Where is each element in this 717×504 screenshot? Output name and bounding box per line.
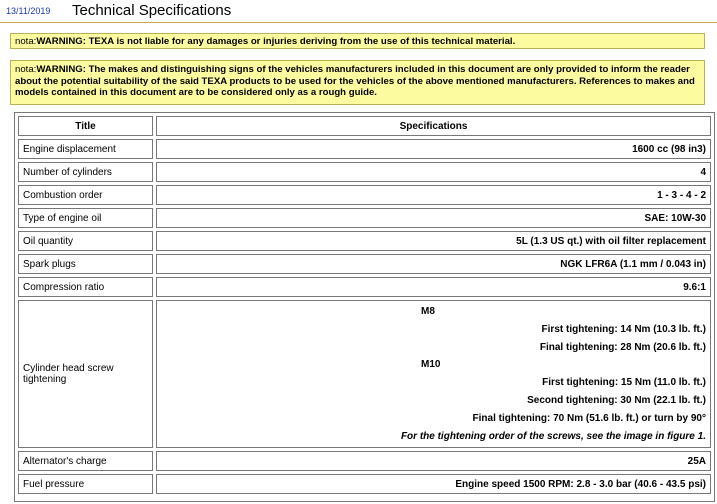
thread-size-heading: M8	[421, 306, 435, 317]
spec-value-cell: 4	[156, 162, 711, 182]
tightening-step: First tightening: 15 Nm (11.0 lb. ft.)	[542, 377, 706, 389]
thread-size-heading: M10	[421, 359, 441, 371]
table-row	[18, 231, 711, 251]
table-row	[18, 139, 711, 159]
spec-title-cell: Alternator's charge	[18, 451, 153, 471]
table-body	[18, 139, 711, 494]
tightening-step: Final tightening: 28 Nm (20.6 lb. ft.)	[539, 341, 706, 353]
tightening-step: Second tightening: 30 Nm (22.1 lb. ft.)	[527, 394, 706, 406]
spec-value-cell: 25A	[156, 451, 711, 471]
trademark-warning-note	[10, 60, 705, 105]
spec-title-cell: Engine displacement	[18, 139, 153, 159]
liability-warning-note	[10, 33, 705, 49]
title-column-header: Title	[18, 116, 153, 136]
page-title: Technical Specifications	[72, 2, 232, 19]
table-row	[18, 451, 711, 471]
spec-value-cell: SAE: 10W-30	[156, 208, 711, 228]
spec-value-cell: 1600 cc (98 in3)	[156, 139, 711, 159]
specifications-table	[15, 113, 714, 497]
table-row	[18, 300, 711, 448]
table-row	[18, 474, 711, 494]
spec-value-cell: NGK LFR6A (1.1 mm / 0.043 in)	[156, 254, 711, 274]
spec-title-cell: Spark plugs	[18, 254, 153, 274]
tightening-step: First tightening: 14 Nm (10.3 lb. ft.)	[541, 323, 706, 335]
specifications-column-header: Specifications	[156, 116, 711, 136]
spec-value-cell	[156, 300, 711, 448]
spec-value-cell: 9.6:1	[156, 277, 711, 297]
tightening-step: For the tightening order of the screws, see the image in figure 1.	[400, 430, 706, 442]
table-row	[18, 162, 711, 182]
note-text: WARNING: TEXA is not liable for any damages or injuries deriving from the use of this technical material.	[36, 36, 516, 47]
spec-value-cell: 5L (1.3 US qt.) with oil filter replacement	[156, 231, 711, 251]
spec-title-cell: Oil quantity	[18, 231, 153, 251]
spec-title-cell: Cylinder head screw tightening	[18, 300, 153, 448]
spec-title-cell: Combustion order	[18, 185, 153, 205]
note-text: WARNING: The makes and distinguishing signs of the vehicles manufacturers included in this document are only provided to inform the reader about the potential suitability of the said TEXA products to be used for the vehicles of the above mentioned manufacturers. References to makes and models contained in this document are to be considered only as a rough guide.	[15, 64, 695, 98]
spec-value-cell: 1 - 3 - 4 - 2	[156, 185, 711, 205]
table-header-row	[18, 116, 711, 136]
spec-title-cell: Fuel pressure	[18, 474, 153, 494]
spec-title-cell: Compression ratio	[18, 277, 153, 297]
table-row	[18, 254, 711, 274]
note-label: nota:	[15, 36, 37, 47]
table-row	[18, 277, 711, 297]
tightening-step: Final tightening: 70 Nm (51.6 lb. ft.) or turn by 90°	[472, 412, 706, 424]
spec-title-cell: Type of engine oil	[18, 208, 153, 228]
note-label: nota:	[15, 64, 37, 75]
spec-value-cell: Engine speed 1500 RPM: 2.8 - 3.0 bar (40.6 - 43.5 psi)	[156, 474, 711, 494]
spec-title-cell: Number of cylinders	[18, 162, 153, 182]
page-header	[0, 0, 717, 23]
table-row	[18, 208, 711, 228]
document-date: 13/11/2019	[6, 6, 51, 16]
table-row	[18, 185, 711, 205]
specifications-table-frame	[14, 112, 715, 502]
